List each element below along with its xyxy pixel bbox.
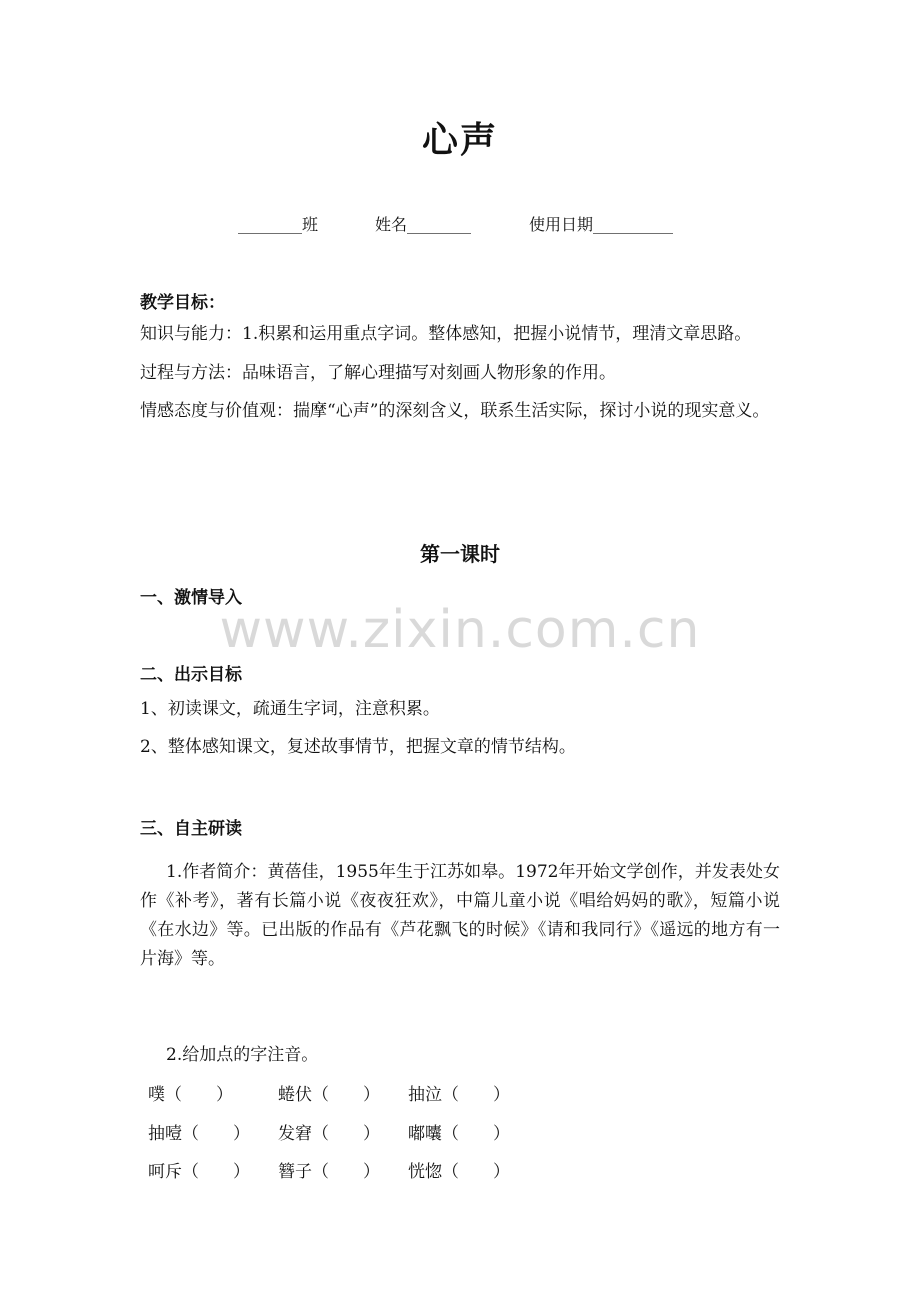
pinyin-item: 恍惚（ ） [408,1162,510,1182]
class-field: ________班 [238,215,319,234]
pinyin-prompt: 2.给加点的字注音。 [166,1045,319,1065]
objective-process: 过程与方法：品味语言，了解心理描写对刻画人物形象的作用。 [140,363,616,383]
objective-emotion: 情感态度与价值观：揣摩“心声”的深刻含义，联系生活实际，探讨小说的现实意义。 [140,401,770,421]
section-goals-heading: 二、出示目标 [140,665,242,685]
pinyin-item: 噗（ ） [148,1085,233,1105]
objective-knowledge: 知识与能力：1.积累和运用重点字词。整体感知，把握小说情节，理清文章思路。 [140,324,752,344]
pinyin-item: 呵斥（ ） [148,1162,250,1182]
watermark: www.zixin.com.cn [219,600,701,660]
objectives-heading: 教学目标： [140,293,225,313]
goal-item: 2、整体感知课文，复述故事情节，把握文章的情节结构。 [140,737,576,757]
section-intro-heading: 一、激情导入 [140,588,242,608]
pinyin-item: 簪子（ ） [278,1162,380,1182]
goal-item: 1、初读课文，疏通生字词，注意积累。 [140,699,440,719]
pinyin-item: 抽噎（ ） [148,1124,250,1144]
author-intro: 1.作者简介：黄蓓佳，1955年生于江苏如皋。1972年开始文学创作，并发表处女作《补考》，著有长篇小说《夜夜狂欢》，中篇儿童小说《唱给妈妈的歌》，短篇小说《在水边》等。已出版的作品有《芦花飘飞的时候》《请和我同行》《遥远的地方有一片海》等。 [140,862,780,969]
pinyin-item: 发窘（ ） [278,1124,380,1144]
section-reading-heading: 三、自主研读 [140,819,242,839]
document-title: 心声 [421,120,498,161]
date-field: 使用日期__________ [529,215,674,234]
name-field: 姓名________ [375,215,472,234]
pinyin-item: 蜷伏（ ） [278,1085,380,1105]
pinyin-item: 嘟囔（ ） [408,1124,510,1144]
pinyin-item: 抽泣（ ） [408,1085,510,1105]
lesson-title: 第一课时 [420,542,500,566]
